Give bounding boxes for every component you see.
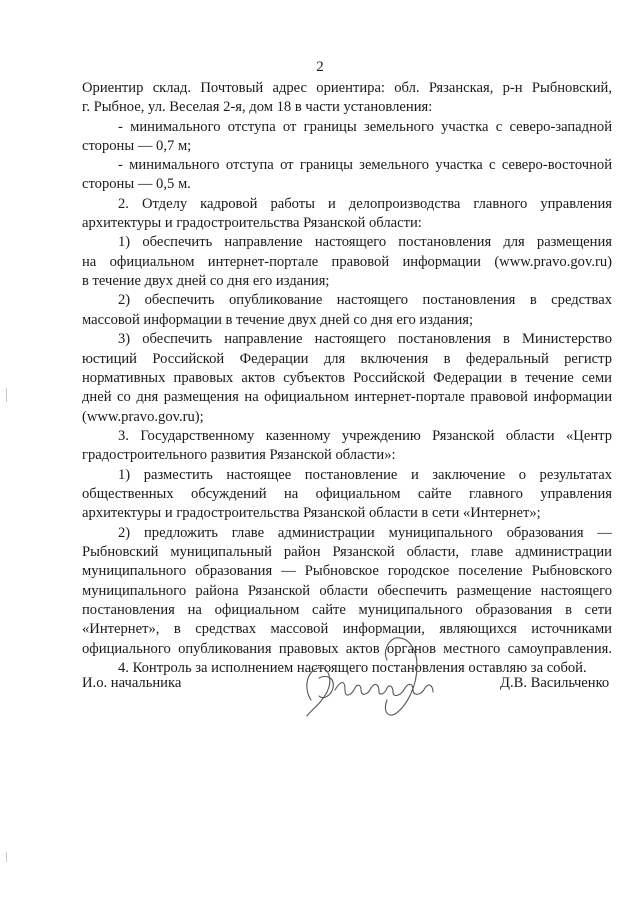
text-line: стороны — 0,7 м;: [82, 138, 192, 154]
text-line: постановления на официальном сайте муниципального образования в сети: [82, 602, 612, 618]
page-number: 2: [316, 59, 324, 75]
signatory-name: Д.В. Васильченко: [500, 675, 610, 691]
text-line: - минимального отступа от границы земельного участка с северо-восточной: [118, 157, 612, 173]
text-line: общественных обсуждений на официальном сайте главного управления: [82, 486, 612, 502]
text-line: 2. Отделу кадровой работы и делопроизводства главного управления: [118, 196, 612, 212]
text-line: официального опубликования правовых актов органов местного самоуправления.: [82, 641, 612, 657]
text-line: (www.pravo.gov.ru);: [82, 409, 204, 425]
text-line: архитектуры и градостроительства Рязанской области в сети «Интернет»;: [82, 505, 541, 521]
text-line: 1) обеспечить направление настоящего постановления для размещения: [118, 234, 612, 250]
text-line: нормативных правовых актов субъектов Российской Федерации в течение семи: [82, 370, 612, 386]
text-line: 2) предложить главе администрации муниципального образования —: [118, 525, 612, 541]
scan-edge-mark: [6, 388, 7, 402]
text-line: в течение двух дней со дня его издания;: [82, 273, 330, 289]
text-line: - минимального отступа от границы земельного участка с северо-западной: [118, 119, 612, 135]
text-line: 3) обеспечить направление настоящего постановления в Министерство: [118, 331, 612, 347]
text-line: 4. Контроль за исполнением настоящего постановления оставляю за собой.: [118, 660, 587, 676]
signatory-position: И.о. начальника: [82, 675, 182, 691]
text-line: г. Рыбное, ул. Веселая 2-я, дом 18 в части установления:: [82, 99, 433, 115]
text-line: 3. Государственному казенному учреждению Рязанской области «Центр: [118, 428, 612, 444]
text-line: Ориентир склад. Почтовый адрес ориентира: обл. Рязанская, р-н Рыбновский,: [82, 80, 612, 96]
text-line: дней со дня размещения на официальном интернет-портале правовой информации: [82, 389, 612, 405]
text-line: муниципального района Рязанской области обеспечить размещение настоящего: [82, 583, 612, 599]
text-line: 1) разместить настоящее постановление и заключение о результатах: [118, 467, 612, 483]
text-line: муниципального образования — Рыбновское городское поселение Рыбновского: [82, 563, 612, 579]
text-line: 2) обеспечить опубликование настоящего постановления в средствах: [118, 292, 612, 308]
scan-edge-mark: [6, 852, 7, 862]
text-line: архитектуры и градостроительства Рязанской области:: [82, 215, 422, 231]
text-line: массовой информации в течение двух дней со дня его издания;: [82, 312, 474, 328]
handwritten-signature: [283, 630, 458, 730]
text-line: юстиций Российской Федерации для включения в федеральный регистр: [82, 351, 612, 367]
text-line: «Интернет», в средствах массовой информации, являющихся источниками: [82, 621, 612, 637]
text-line: стороны — 0,5 м.: [82, 176, 191, 192]
text-line: Рыбновский муниципальный район Рязанской области, главе администрации: [82, 544, 612, 560]
text-line: градостроительного развития Рязанской области»:: [82, 447, 396, 463]
text-line: на официальном интернет-портале правовой информации (www.pravo.gov.ru): [82, 254, 612, 270]
